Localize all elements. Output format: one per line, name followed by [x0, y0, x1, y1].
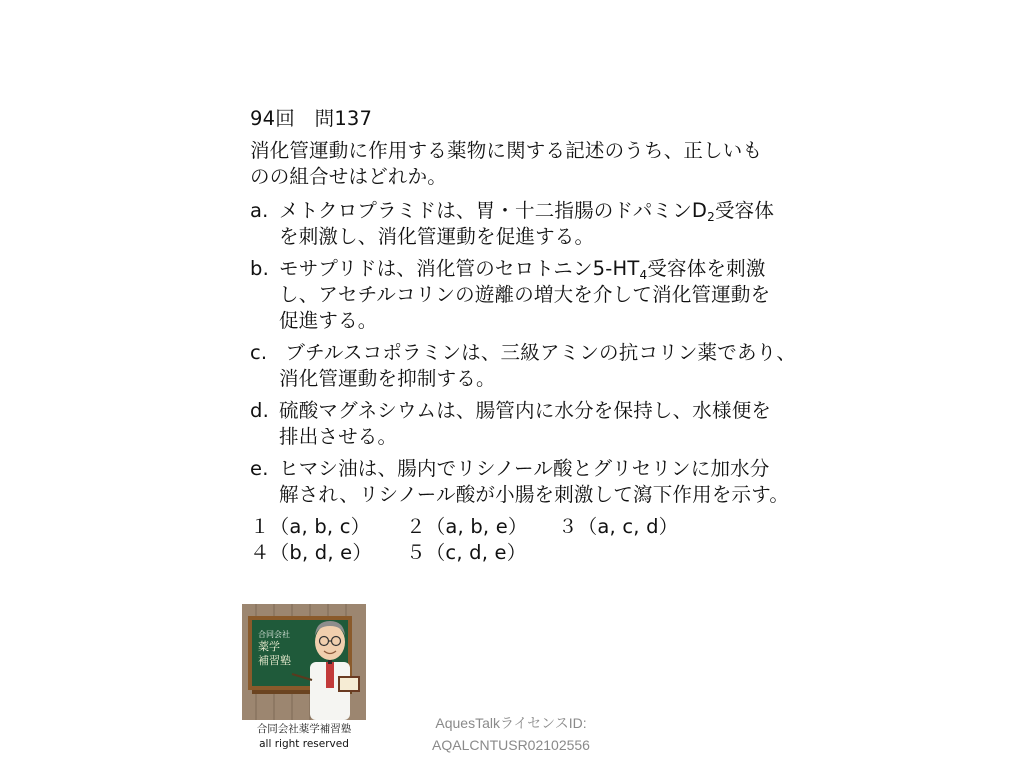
question-title: 94回 問137 [250, 107, 373, 130]
logo [242, 604, 366, 752]
question-stem-line: 消化管運動に作用する薬物に関する記述のうち、正しいも [250, 139, 763, 162]
answer-choice: ２（a, b, e） [406, 515, 528, 538]
board-text-2: 薬学 [258, 640, 280, 653]
board-text-1: 合同会社 [258, 630, 290, 639]
option-line [279, 256, 790, 282]
option-line: 解され、リシノール酸が小腸を刺激して瀉下作用を示す。 [279, 483, 790, 506]
option-text [279, 198, 790, 250]
option-line [279, 198, 790, 224]
answer-choice: ５（c, d, e） [406, 541, 527, 564]
option-line: を刺激し、消化管運動を促進する。 [279, 225, 595, 248]
logo-caption [242, 722, 366, 752]
option-a [250, 198, 790, 250]
option-line: 硫酸マグネシウムは、腸管内に水分を保持し、水様便を [279, 399, 772, 422]
answer-row [250, 540, 790, 566]
option-key: b. [250, 257, 269, 280]
option-line: ヒマシ油は、腸内でリシノール酸とグリセリンに加水分 [279, 457, 770, 480]
answer-choices [250, 514, 790, 566]
option-d [250, 398, 790, 450]
teacher-logo-image [242, 604, 366, 720]
license-line: AQALCNTUSR02102556 [432, 737, 590, 753]
option-text-part: 受容体 [714, 199, 775, 222]
question-stem-line: のの組合せはどれか。 [250, 165, 448, 188]
answer-choice: ３（a, c, d） [558, 515, 679, 538]
option-key: c. [250, 341, 268, 364]
answer-choice: １（a, b, c） [250, 515, 371, 538]
answer-row [250, 514, 790, 540]
answer-choice: ４（b, d, e） [250, 541, 373, 564]
logo-caption-line: 合同会社薬学補習塾 [256, 723, 352, 735]
option-e [250, 456, 790, 508]
option-key: a. [250, 199, 269, 222]
question-block [250, 106, 797, 566]
option-b [250, 256, 790, 334]
license-text [400, 712, 622, 756]
option-text-part: 受容体を刺激 [647, 257, 766, 280]
option-line: し、アセチルコリンの遊離の増大を介して消化管運動を [279, 283, 771, 306]
option-text-part: モサプリドは、消化管のセロトニン5-HT [279, 257, 640, 280]
option-text [279, 256, 790, 334]
logo-caption-line: all right reserved [259, 738, 349, 750]
option-text [279, 398, 790, 450]
subscript: 2 [707, 210, 715, 224]
subscript: 4 [639, 268, 648, 282]
option-line: 促進する。 [279, 309, 378, 332]
option-line: ブチルスコポラミンは、三級アミンの抗コリン薬であり、 [279, 341, 797, 364]
option-key: d. [250, 399, 269, 422]
license-line: AquesTalkライセンスID: [435, 715, 587, 731]
option-text [279, 340, 796, 392]
option-c [250, 340, 797, 392]
option-text [279, 456, 790, 508]
question-stem [250, 138, 790, 190]
option-line: 消化管運動を抑制する。 [279, 367, 496, 390]
board-text-3: 補習塾 [258, 654, 291, 667]
option-text-part: メトクロプラミドは、胃・十二指腸のドパミンD [279, 199, 708, 222]
option-key: e. [250, 457, 269, 480]
option-line: 排出させる。 [279, 425, 398, 448]
